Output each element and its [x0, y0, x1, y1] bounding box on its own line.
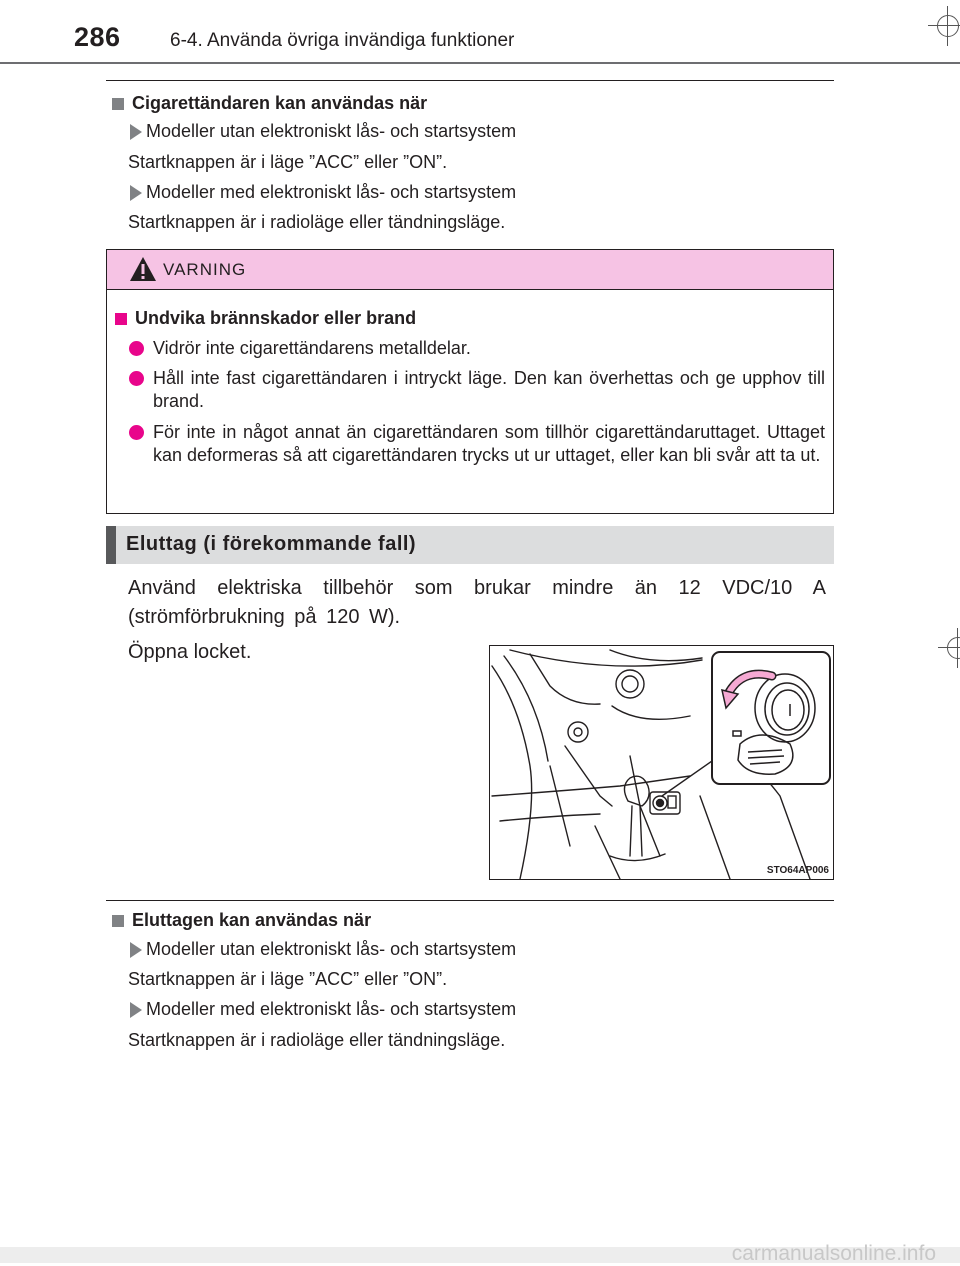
figure-code: STO64AP006 [766, 865, 829, 876]
warning-bullet: För inte in något annat än cigarettändaren som tillhör cigarettändaruttaget. Uttaget kan deformeras så att cigarettändaren trycks ut ur uttaget, eller kan bli svår att ta ut. [129, 421, 825, 467]
outlet-description: Använd elektriska tillbehör som brukar mindre än 12 VDC/10 A (strömförbrukning på 120 W). [128, 577, 826, 628]
banner-accent-bar [106, 526, 116, 564]
outlet-section-heading: Eluttag (i förekommande fall) [126, 533, 417, 555]
model-with-heading: Modeller med elektroniskt lås- och startsystem [130, 182, 516, 203]
round-bullet-icon [129, 371, 144, 386]
warning-bullet: Vidrör inte cigarettändarens metalldelar. [129, 337, 825, 360]
crop-mark-side-icon [938, 628, 960, 668]
cigarette-section-title: Cigarettändaren kan användas när [112, 93, 427, 114]
section-divider [106, 900, 834, 901]
dashboard-drawing-icon [490, 646, 833, 879]
square-bullet-icon [112, 915, 124, 927]
model-with-text: Startknappen är i radioläge eller tändningsläge. [128, 212, 506, 232]
triangle-right-icon [130, 942, 142, 958]
warning-label: VARNING [163, 260, 247, 279]
section-divider [106, 80, 834, 81]
open-lid-instruction: Öppna locket. [128, 641, 252, 663]
model-with-text: Startknappen är i radioläge eller tändningsläge. [128, 1030, 506, 1050]
round-bullet-icon [129, 341, 144, 356]
crop-mark-top-icon [928, 6, 960, 46]
model-without-text: Startknappen är i läge ”ACC” eller ”ON”. [128, 969, 448, 989]
model-with-heading: Modeller med elektroniskt lås- och startsystem [130, 999, 516, 1020]
model-without-heading: Modeller utan elektroniskt lås- och startsystem [130, 121, 516, 142]
warning-title: Undvika brännskador eller brand [115, 308, 416, 329]
power-outlet-illustration [489, 645, 834, 880]
model-without-heading: Modeller utan elektroniskt lås- och startsystem [130, 939, 516, 960]
triangle-right-icon [130, 124, 142, 140]
footer-watermark: carmanualsonline.info [731, 1242, 936, 1265]
square-bullet-icon [115, 313, 127, 325]
warning-bullet: Håll inte fast cigarettändaren i intryckt läge. Den kan överhettas och ge upphov till brand. [129, 367, 825, 413]
page-number: 286 [74, 22, 121, 52]
square-bullet-icon [112, 98, 124, 110]
round-bullet-icon [129, 425, 144, 440]
warning-triangle-icon [129, 256, 157, 282]
header-rule [0, 62, 960, 64]
outlet-section-banner [106, 526, 834, 564]
model-without-text: Startknappen är i läge ”ACC” eller ”ON”. [128, 152, 448, 172]
chapter-title: 6-4. Använda övriga invändiga funktioner [170, 30, 515, 51]
warning-header [107, 250, 833, 290]
triangle-right-icon [130, 1002, 142, 1018]
warning-box [106, 249, 834, 514]
outlet-note-title: Eluttagen kan användas när [112, 910, 371, 931]
triangle-right-icon [130, 185, 142, 201]
